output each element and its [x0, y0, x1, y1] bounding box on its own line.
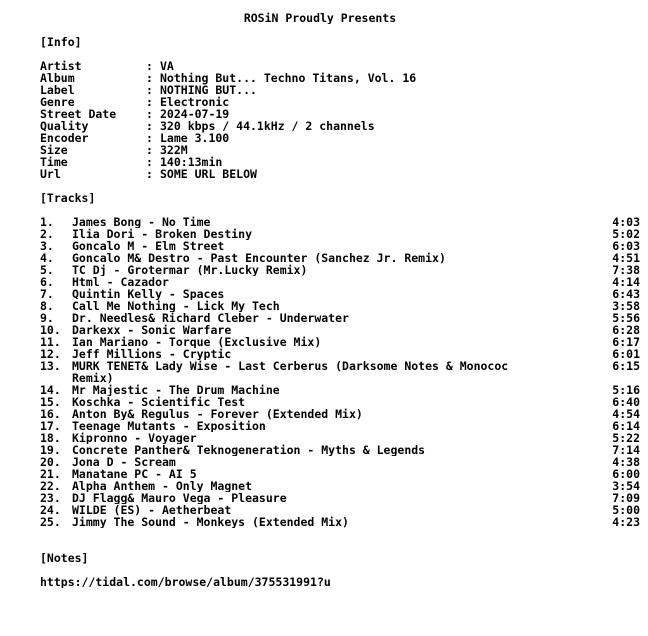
track-row [40, 480, 640, 492]
info-key: Encoder [40, 131, 89, 145]
track-number: 24. [40, 503, 61, 517]
track-duration: 5:00 [612, 503, 640, 517]
info-separator: : [146, 131, 153, 145]
track-duration: 4:38 [612, 455, 640, 469]
info-separator: : [146, 59, 153, 73]
track-number: 19. [40, 443, 61, 457]
info-value: 2024-07-19 [160, 107, 230, 121]
track-duration: 7:14 [612, 443, 640, 457]
track-row [40, 516, 640, 528]
track-title: DJ Flagg& Mauro Vega - Pleasure [72, 492, 287, 504]
track-number: 10. [40, 323, 61, 337]
track-duration: 6:17 [612, 335, 640, 349]
info-list [40, 60, 640, 180]
info-row [40, 72, 640, 84]
track-number: 4. [40, 251, 54, 265]
track-title: Goncalo M - Elm Street [72, 240, 225, 252]
track-duration: 7:38 [612, 263, 640, 277]
track-row [40, 456, 640, 468]
track-row [40, 504, 640, 516]
track-duration: 6:43 [612, 287, 640, 301]
nfo-document [40, 12, 640, 588]
track-title: Koschka - Scientific Test [72, 396, 246, 408]
track-row [40, 240, 640, 252]
track-title: James Bong - No Time [72, 216, 211, 228]
track-duration: 4:03 [612, 215, 640, 229]
info-separator: : [146, 119, 153, 133]
info-key: Size [40, 143, 68, 157]
info-separator: : [146, 143, 153, 157]
info-row [40, 120, 640, 132]
track-title: WILDE (ES) - Aetherbeat [72, 504, 232, 516]
track-title: Manatane PC - AI 5 [72, 468, 197, 480]
track-duration: 6:15 [612, 359, 640, 373]
info-separator: : [146, 83, 153, 97]
track-title: TC Dj - Grotermar (Mr.Lucky Remix) [72, 264, 308, 276]
track-number: 15. [40, 395, 61, 409]
track-title: Alpha Anthem - Only Magnet [72, 480, 253, 492]
track-row [40, 396, 640, 408]
track-duration: 3:58 [612, 299, 640, 313]
track-duration: 5:02 [612, 227, 640, 241]
info-separator: : [146, 95, 153, 109]
info-value: 322M [160, 143, 188, 157]
track-duration: 5:56 [612, 311, 640, 325]
track-number: 20. [40, 455, 61, 469]
track-title: Jona D - Scream [72, 456, 176, 468]
info-value: NOTHING BUT... [160, 83, 257, 97]
track-number: 8. [40, 299, 54, 313]
info-value: SOME URL BELOW [160, 167, 257, 181]
track-duration: 6:40 [612, 395, 640, 409]
track-row [40, 324, 640, 336]
track-number: 11. [40, 335, 61, 349]
track-row [40, 468, 640, 480]
track-row [40, 216, 640, 228]
track-number: 21. [40, 467, 61, 481]
track-number: 12. [40, 347, 61, 361]
track-title: Darkexx - Sonic Warfare [72, 324, 232, 336]
track-row [40, 360, 640, 384]
info-key: Artist [40, 59, 82, 73]
track-row [40, 384, 640, 396]
track-number: 9. [40, 311, 54, 325]
info-value: 140:13min [160, 155, 223, 169]
track-number: 1. [40, 215, 54, 229]
track-row [40, 408, 640, 420]
track-title: Call Me Nothing - Lick My Tech [72, 300, 280, 312]
info-row [40, 168, 640, 180]
track-row [40, 336, 640, 348]
info-key: Album [40, 71, 75, 85]
info-row [40, 144, 640, 156]
tracks-heading: [Tracks] [40, 192, 96, 204]
track-duration: 6:01 [612, 347, 640, 361]
info-separator: : [146, 71, 153, 85]
track-duration: 4:54 [612, 407, 640, 421]
info-key: Genre [40, 95, 75, 109]
track-row [40, 288, 640, 300]
track-title: Dr. Needles& Richard Cleber - Underwater [72, 312, 349, 324]
track-duration: 6:03 [612, 239, 640, 253]
info-key: Street Date [40, 107, 117, 121]
info-row [40, 156, 640, 168]
track-title: Concrete Panther& Teknogeneration - Myths & Legends [72, 444, 426, 456]
page-title: ROSiN Proudly Presents [243, 12, 397, 24]
track-row [40, 312, 640, 324]
track-number: 6. [40, 275, 54, 289]
info-row [40, 84, 640, 96]
track-title: Ilia Dori - Broken Destiny [72, 228, 253, 240]
notes-url: https://tidal.com/browse/album/375531991?u [40, 576, 331, 588]
track-number: 17. [40, 419, 61, 433]
info-value: Electronic [160, 95, 230, 109]
track-row [40, 264, 640, 276]
track-duration: 6:28 [612, 323, 640, 337]
track-row [40, 348, 640, 360]
track-duration: 5:22 [612, 431, 640, 445]
track-duration: 4:23 [612, 515, 640, 529]
info-value: Lame 3.100 [160, 131, 230, 145]
track-number: 16. [40, 407, 61, 421]
track-duration: 7:09 [612, 491, 640, 505]
track-title: Anton By& Regulus - Forever (Extended Mix) [72, 408, 363, 420]
track-duration: 5:16 [612, 383, 640, 397]
info-value: VA [160, 59, 174, 73]
track-title: Teenage Mutants - Exposition [72, 420, 266, 432]
track-row [40, 444, 640, 456]
track-number: 23. [40, 491, 61, 505]
track-row [40, 252, 640, 264]
notes-heading: [Notes] [40, 552, 89, 564]
track-number: 7. [40, 287, 54, 301]
info-row [40, 132, 640, 144]
track-title: Html - Cazador [72, 276, 169, 288]
track-duration: 6:14 [612, 419, 640, 433]
info-heading: [Info] [40, 36, 82, 48]
track-number: 25. [40, 515, 61, 529]
track-title: Jimmy The Sound - Monkeys (Extended Mix) [72, 516, 349, 528]
info-value: Nothing But... Techno Titans, Vol. 16 [160, 71, 417, 85]
info-key: Label [40, 83, 75, 97]
track-title: Goncalo M& Destro - Past Encounter (Sanchez Jr. Remix) [72, 252, 446, 264]
track-title: Mr Majestic - The Drum Machine [72, 384, 280, 396]
info-key: Quality [40, 119, 89, 133]
track-number: 18. [40, 431, 61, 445]
track-duration: 6:00 [612, 467, 640, 481]
track-duration: 4:14 [612, 275, 640, 289]
track-number: 2. [40, 227, 54, 241]
track-number: 22. [40, 479, 61, 493]
info-separator: : [146, 155, 153, 169]
track-number: 14. [40, 383, 61, 397]
track-row [40, 276, 640, 288]
info-value: 320 kbps / 44.1kHz / 2 channels [160, 119, 375, 133]
track-number: 13. [40, 359, 61, 373]
track-title: Quintin Kelly - Spaces [72, 288, 225, 300]
track-title: MURK TENET& Lady Wise - Last Cerberus (Darksome Notes & Monococ Remix) [72, 360, 509, 384]
track-list [40, 216, 640, 528]
info-key: Url [40, 167, 61, 181]
track-row [40, 432, 640, 444]
info-key: Time [40, 155, 68, 169]
track-duration: 4:51 [612, 251, 640, 265]
track-title: Kipronno - Voyager [72, 432, 197, 444]
track-row [40, 420, 640, 432]
track-duration: 3:54 [612, 479, 640, 493]
track-row [40, 300, 640, 312]
info-row [40, 96, 640, 108]
track-row [40, 228, 640, 240]
track-row [40, 492, 640, 504]
track-title: Jeff Millions - Cryptic [72, 348, 232, 360]
track-number: 5. [40, 263, 54, 277]
info-separator: : [146, 167, 153, 181]
track-title: Ian Mariano - Torque (Exclusive Mix) [72, 336, 322, 348]
info-separator: : [146, 107, 153, 121]
track-number: 3. [40, 239, 54, 253]
